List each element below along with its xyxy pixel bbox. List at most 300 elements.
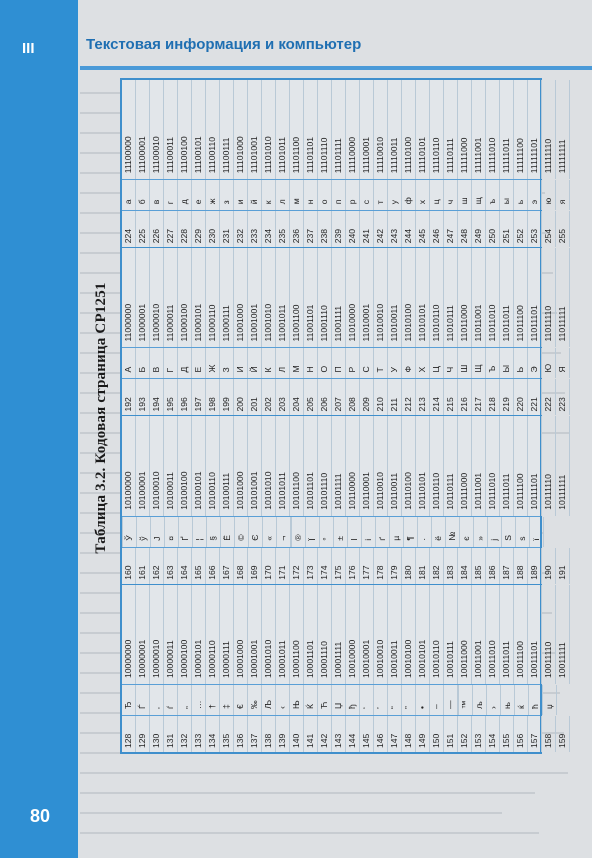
table-cell-code: 215 (444, 380, 458, 416)
table-cell-code: 175 (332, 548, 346, 584)
chapter-label: III (22, 40, 35, 57)
table-cell-code: 186 (486, 548, 500, 584)
table-cell-bin: 11110001 (360, 80, 374, 179)
codepage-table (120, 78, 567, 754)
header-rule (80, 66, 592, 70)
table-cell-code: 238 (318, 211, 332, 247)
table-cell-code: 244 (402, 211, 416, 247)
table-cell-bin: 10011111 (556, 585, 570, 684)
table-cell-code: 245 (416, 211, 430, 247)
table-cell-bin: 11110110 (430, 80, 444, 179)
table-cell-bin: 11110100 (402, 80, 416, 179)
rotated-table-region (86, 78, 567, 758)
table-cell-code: 138 (262, 716, 276, 752)
table-cell-char: О (318, 349, 332, 379)
table-cell-char: Ш (458, 349, 472, 379)
background-line (80, 812, 502, 814)
table-cell-bin: 11101100 (290, 80, 304, 179)
table-cell-bin: 10100010 (150, 417, 164, 516)
table-cell-bin: 10011000 (458, 585, 472, 684)
table-cell-char: Ы (500, 349, 514, 379)
table-cell-code: 246 (430, 211, 444, 247)
table-cell-code: 146 (374, 716, 388, 752)
table-cell-bin: 10001001 (248, 585, 262, 684)
table-cell-char: ў (137, 517, 151, 547)
table-cell-code: 141 (304, 716, 318, 752)
table-cell-char: ч (444, 180, 458, 210)
table-column-char (122, 516, 540, 547)
table-cell-code: 253 (528, 211, 542, 247)
table-cell-bin: 10111110 (542, 417, 556, 516)
table-cell-code: 145 (360, 716, 374, 752)
table-cell-code: 192 (122, 380, 136, 416)
table-cell-char: Э (528, 349, 542, 379)
table-cell-code: 208 (346, 380, 360, 416)
table-cell-bin: 11011000 (458, 248, 472, 347)
table-cell-code: 184 (458, 548, 472, 584)
table-cell-code: 252 (514, 211, 528, 247)
table-cell-bin: 10110000 (346, 417, 360, 516)
table-cell-bin: 11100100 (178, 80, 192, 179)
table-cell-bin: 10100100 (178, 417, 192, 516)
table-cell-code: 250 (486, 211, 500, 247)
table-cell-char: Ґ (179, 517, 193, 547)
table-cell-bin: 11100101 (192, 80, 206, 179)
table-cell-char: І (348, 517, 362, 547)
table-column-group (122, 584, 567, 752)
table-cell-bin: 11000110 (206, 248, 220, 347)
table-cell-bin: 10001101 (304, 585, 318, 684)
table-cell-char: љ (473, 685, 487, 715)
table-cell-code: 203 (276, 380, 290, 416)
table-cell-code: 255 (556, 211, 570, 247)
table-cell-bin: 10100000 (122, 417, 136, 516)
table-cell-code: 128 (122, 716, 136, 752)
table-cell-bin: 10101110 (318, 417, 332, 516)
table-cell-char: µ (390, 517, 404, 547)
table-cell-char: В (150, 349, 164, 379)
table-cell-char: и (234, 180, 248, 210)
table-cell-bin: 11111101 (528, 80, 542, 179)
table-cell-code: 228 (178, 211, 192, 247)
table-cell-bin: 11011100 (514, 248, 528, 347)
table-cell-char: џ (543, 685, 557, 715)
table-cell-code: 155 (500, 716, 514, 752)
table-cell-code: 232 (234, 211, 248, 247)
table-column-group (122, 80, 567, 247)
table-cell-code: 221 (528, 380, 542, 416)
table-cell-bin: 11010000 (346, 248, 360, 347)
table-cell-bin: 11010010 (374, 248, 388, 347)
table-cell-code: 136 (234, 716, 248, 752)
table-cell-char: К (262, 349, 276, 379)
table-cell-bin: 11011111 (556, 248, 570, 347)
table-cell-char: Ќ (304, 685, 318, 715)
table-cell-code: 171 (276, 548, 290, 584)
table-cell-char: Б (136, 349, 150, 379)
table-cell-char: Ё (221, 517, 235, 547)
table-cell-bin: 10111111 (556, 417, 570, 516)
table-cell-char: Н (304, 349, 318, 379)
table-cell-code: 177 (360, 548, 374, 584)
table-column-bin (122, 248, 567, 347)
table-cell-code: 167 (220, 548, 234, 584)
table-cell-char: Г (164, 349, 178, 379)
table-cell-char: ” (402, 685, 416, 715)
table-cell-char: Щ (472, 349, 486, 379)
table-cell-bin: 10011110 (542, 585, 556, 684)
table-cell-char: л (276, 180, 290, 210)
table-cell-code: 226 (150, 211, 164, 247)
table-cell-bin: 10001111 (332, 585, 346, 684)
table-cell-code: 190 (542, 548, 556, 584)
table-cell-code: 235 (276, 211, 290, 247)
table-cell-char: з (220, 180, 234, 210)
table-cell-char: – (430, 685, 444, 715)
table-cell-char: Є (249, 517, 263, 547)
table-cell-bin: 11010110 (430, 248, 444, 347)
table-cell-bin: 11001110 (318, 248, 332, 347)
table-cell-code: 216 (458, 380, 472, 416)
table-cell-char: Ъ (486, 349, 500, 379)
page-header-title: Текстовая информация и компьютер (86, 36, 362, 53)
table-cell-bin: 11001011 (276, 248, 290, 347)
table-cell-char: ы (500, 180, 514, 210)
table-cell-code: 179 (388, 548, 402, 584)
table-cell-char: „ (178, 685, 192, 715)
table-cell-char: е (192, 180, 206, 210)
table-cell-code: 142 (318, 716, 332, 752)
table-cell-code: 134 (206, 716, 220, 752)
table-cell-code: 159 (556, 716, 570, 752)
table-cell-char: ё (432, 517, 446, 547)
table-cell-char: ґ (376, 517, 390, 547)
table-cell-code: 164 (178, 548, 192, 584)
table-column-bin (122, 80, 567, 179)
table-cell-code: 217 (472, 380, 486, 416)
table-cell-bin: 10111101 (528, 417, 542, 516)
table-cell-code: 240 (346, 211, 360, 247)
table-cell-char: М (290, 349, 304, 379)
table-cell-bin: 10010111 (444, 585, 458, 684)
table-cell-code: 236 (290, 211, 304, 247)
background-line (80, 792, 535, 794)
table-cell-bin: 10100111 (220, 417, 234, 516)
table-cell-char: Ф (402, 349, 416, 379)
table-cell-bin: 11110010 (374, 80, 388, 179)
table-cell-code: 243 (388, 211, 402, 247)
table-cell-bin: 11101000 (234, 80, 248, 179)
table-column-bin (122, 417, 567, 516)
table-cell-char: Ц (430, 349, 444, 379)
table-cell-bin: 11011010 (486, 248, 500, 347)
table-cell-char: ¤ (165, 517, 179, 547)
table-cell-char: і (362, 517, 376, 547)
table-cell-code: 165 (192, 548, 206, 584)
table-cell-code: 197 (192, 380, 206, 416)
table-cell-char: ќ (515, 685, 529, 715)
table-cell-bin: 11110000 (346, 80, 360, 179)
table-column-bin (122, 585, 567, 684)
table-cell-code: 222 (542, 380, 556, 416)
table-cell-code: 225 (136, 211, 150, 247)
table-cell-code: 178 (374, 548, 388, 584)
table-cell-code: 183 (444, 548, 458, 584)
table-cell-bin: 10110100 (402, 417, 416, 516)
table-cell-bin: 11111000 (458, 80, 472, 179)
table-cell-bin: 10001000 (234, 585, 248, 684)
table-cell-code: 132 (178, 716, 192, 752)
table-cell-char: Ѓ (136, 685, 150, 715)
table-cell-bin: 11100001 (136, 80, 150, 179)
table-column-char (122, 348, 567, 379)
table-cell-code: 133 (192, 716, 206, 752)
table-cell-code: 176 (346, 548, 360, 584)
table-cell-char: Е (192, 349, 206, 379)
table-cell-bin: 11101010 (262, 80, 276, 179)
table-cell-bin: 11101111 (332, 80, 346, 179)
table-cell-bin: 10001011 (276, 585, 290, 684)
table-cell-code: 174 (318, 548, 332, 584)
table-cell-char: А (122, 349, 136, 379)
table-cell-bin: 11100010 (150, 80, 164, 179)
table-cell-char: Л (276, 349, 290, 379)
table-cell-char: © (235, 517, 249, 547)
table-cell-code: 201 (248, 380, 262, 416)
table-cell-char: ѕ (516, 517, 530, 547)
table-cell-char: ‡ (220, 685, 234, 715)
table-cell-code: 204 (290, 380, 304, 416)
table-cell-char: ь (514, 180, 528, 210)
table-cell-char: ћ (529, 685, 543, 715)
table-cell-code: 214 (430, 380, 444, 416)
table-cell-char: ї (530, 517, 544, 547)
table-cell-code: 207 (332, 380, 346, 416)
table-cell-bin: 11000001 (136, 248, 150, 347)
table-cell-code: 170 (262, 548, 276, 584)
table-cell-bin: 10010001 (360, 585, 374, 684)
table-cell-code: 185 (472, 548, 486, 584)
table-cell-bin: 10110001 (360, 417, 374, 516)
table-cell-bin: 11101101 (304, 80, 318, 179)
table-cell-char: † (206, 685, 220, 715)
table-column-group (122, 416, 567, 584)
table-cell-char: С (360, 349, 374, 379)
table-cell-bin: 10111011 (500, 417, 514, 516)
table-cell-char: ‹ (276, 685, 290, 715)
table-cell-bin: 11111111 (556, 80, 570, 179)
table-cell-char: § (207, 517, 221, 547)
table-cell-bin: 10010000 (346, 585, 360, 684)
table-cell-char: э (528, 180, 542, 210)
table-cell-char: Џ (332, 685, 346, 715)
table-cell-bin: 11101001 (248, 80, 262, 179)
table-cell-char: ™ (459, 685, 473, 715)
table-cell-char: Ь (514, 349, 528, 379)
table-cell-bin: 11110111 (444, 80, 458, 179)
table-cell-char: щ (472, 180, 486, 210)
table-cell-char: Д (178, 349, 192, 379)
table-cell-bin: 10011100 (514, 585, 528, 684)
table-cell-bin: 10110111 (444, 417, 458, 516)
table-cell-code: 231 (220, 211, 234, 247)
table-cell-code: 150 (430, 716, 444, 752)
table-cell-code: 210 (374, 380, 388, 416)
table-cell-bin: 10101101 (304, 417, 318, 516)
table-cell-code: 162 (150, 548, 164, 584)
table-cell-char: ® (292, 517, 306, 547)
table-cell-bin: 10010100 (402, 585, 416, 684)
table-cell-bin: 10111010 (486, 417, 500, 516)
table-cell-code: 191 (556, 548, 570, 584)
table-cell-bin: 11000100 (178, 248, 192, 347)
table-cell-bin: 10000011 (164, 585, 178, 684)
table-cell-char: я (556, 180, 570, 210)
table-cell-bin: 10111100 (514, 417, 528, 516)
table-cell-code: 224 (122, 211, 136, 247)
table-cell-code: 163 (164, 548, 178, 584)
table-cell-code: 249 (472, 211, 486, 247)
table-cell-char: — (444, 685, 458, 715)
table-cell-code: 193 (136, 380, 150, 416)
table-cell-code: 251 (500, 211, 514, 247)
table-cell-char: ђ (346, 685, 360, 715)
table-cell-char: … (192, 685, 206, 715)
table-cell-code: 135 (220, 716, 234, 752)
table-cell-code: 131 (164, 716, 178, 752)
table-cell-char: • (416, 685, 430, 715)
table-cell-char: њ (501, 685, 515, 715)
table-cell-bin: 10010110 (430, 585, 444, 684)
table-cell-bin: 11010111 (444, 248, 458, 347)
background-line (80, 832, 539, 834)
table-cell-char: м (290, 180, 304, 210)
table-cell-code: 169 (248, 548, 262, 584)
table-cell-char: й (248, 180, 262, 210)
table-cell-code: 198 (206, 380, 220, 416)
table-cell-bin: 10000100 (178, 585, 192, 684)
table-cell-char: п (332, 180, 346, 210)
table-cell-code: 137 (248, 716, 262, 752)
table-cell-code: 205 (304, 380, 318, 416)
table-cell-bin: 10011001 (472, 585, 486, 684)
table-cell-bin: 10101100 (290, 417, 304, 516)
table-cell-code: 189 (528, 548, 542, 584)
table-cell-code: 187 (500, 548, 514, 584)
table-cell-code: 220 (514, 380, 528, 416)
table-cell-char: н (304, 180, 318, 210)
table-cell-code: 212 (402, 380, 416, 416)
table-cell-code: 242 (374, 211, 388, 247)
table-cell-bin: 10010101 (416, 585, 430, 684)
table-cell-code: 180 (402, 548, 416, 584)
table-cell-bin: 11111001 (472, 80, 486, 179)
table-cell-code: 199 (220, 380, 234, 416)
table-cell-char: ж (206, 180, 220, 210)
table-cell-char: х (416, 180, 430, 210)
table-cell-bin: 10011101 (528, 585, 542, 684)
table-cell-bin: 11101110 (318, 80, 332, 179)
table-cell-bin: 11000011 (164, 248, 178, 347)
table-cell-bin: 11110101 (416, 80, 430, 179)
table-cell-code: 213 (416, 380, 430, 416)
table-cell-char: с (360, 180, 374, 210)
table-cell-bin: 10010011 (388, 585, 402, 684)
table-cell-bin: 10001110 (318, 585, 332, 684)
table-cell-code: 149 (416, 716, 430, 752)
table-cell-code: 202 (262, 380, 276, 416)
table-cell-code: 227 (164, 211, 178, 247)
table-cell-char: € (234, 685, 248, 715)
table-cell-char: т (374, 180, 388, 210)
table-cell-char: Ю (542, 349, 556, 379)
table-cell-bin: 10101111 (332, 417, 346, 516)
table-cell-char: ¦ (193, 517, 207, 547)
table-cell-bin: 10000000 (122, 585, 136, 684)
table-cell-code: 182 (430, 548, 444, 584)
table-cell-bin: 10011011 (500, 585, 514, 684)
table-cell-bin: 10101000 (234, 417, 248, 516)
table-cell-char: · (418, 517, 432, 547)
table-cell-char: д (178, 180, 192, 210)
table-cell-bin: 10000111 (220, 585, 234, 684)
table-cell-char: Ж (206, 349, 220, 379)
table-cell-code: 172 (290, 548, 304, 584)
table-cell-code: 144 (346, 716, 360, 752)
table-cell-code: 158 (542, 716, 556, 752)
table-cell-bin: 11010101 (416, 248, 430, 347)
table-cell-char: № (446, 517, 460, 547)
table-cell-code: 152 (458, 716, 472, 752)
table-cell-bin: 11101011 (276, 80, 290, 179)
table-cell-bin: 10000010 (150, 585, 164, 684)
table-cell-code: 143 (332, 716, 346, 752)
table-cell-char: є (460, 517, 474, 547)
table-cell-char: Ѕ (502, 517, 516, 547)
table-cell-bin: 11011110 (542, 248, 556, 347)
table-cell-bin: 11001000 (234, 248, 248, 347)
table-cell-code: 211 (388, 380, 402, 416)
table-cell-bin: 11001001 (248, 248, 262, 347)
table-cell-bin: 11111100 (514, 80, 528, 179)
table-cell-char: З (220, 349, 234, 379)
table-cell-bin: 10100001 (136, 417, 150, 516)
table-cell-char: Ў (123, 517, 137, 547)
table-cell-char: Х (416, 349, 430, 379)
table-cell-code: 168 (234, 548, 248, 584)
table-cell-char: Р (346, 349, 360, 379)
table-cell-bin: 10110011 (388, 417, 402, 516)
table-cell-bin: 11001010 (262, 248, 276, 347)
table-cell-bin: 10111001 (472, 417, 486, 516)
table-cell-code: 230 (206, 211, 220, 247)
table-cell-char: б (136, 180, 150, 210)
table-cell-char: г (164, 180, 178, 210)
table-cell-code: 140 (290, 716, 304, 752)
table-column-group (122, 247, 567, 415)
table-cell-bin: 10001010 (262, 585, 276, 684)
table-cell-code: 223 (556, 380, 570, 416)
table-cell-char: к (262, 180, 276, 210)
table-cell-bin: 10110010 (374, 417, 388, 516)
table-cell-char: Ї (306, 517, 320, 547)
table-cell-char: ш (458, 180, 472, 210)
table-cell-bin: 11010011 (388, 248, 402, 347)
table-cell-code: 234 (262, 211, 276, 247)
table-cell-code: 248 (458, 211, 472, 247)
table-cell-code: 154 (486, 716, 500, 752)
table-cell-bin: 10101011 (276, 417, 290, 516)
